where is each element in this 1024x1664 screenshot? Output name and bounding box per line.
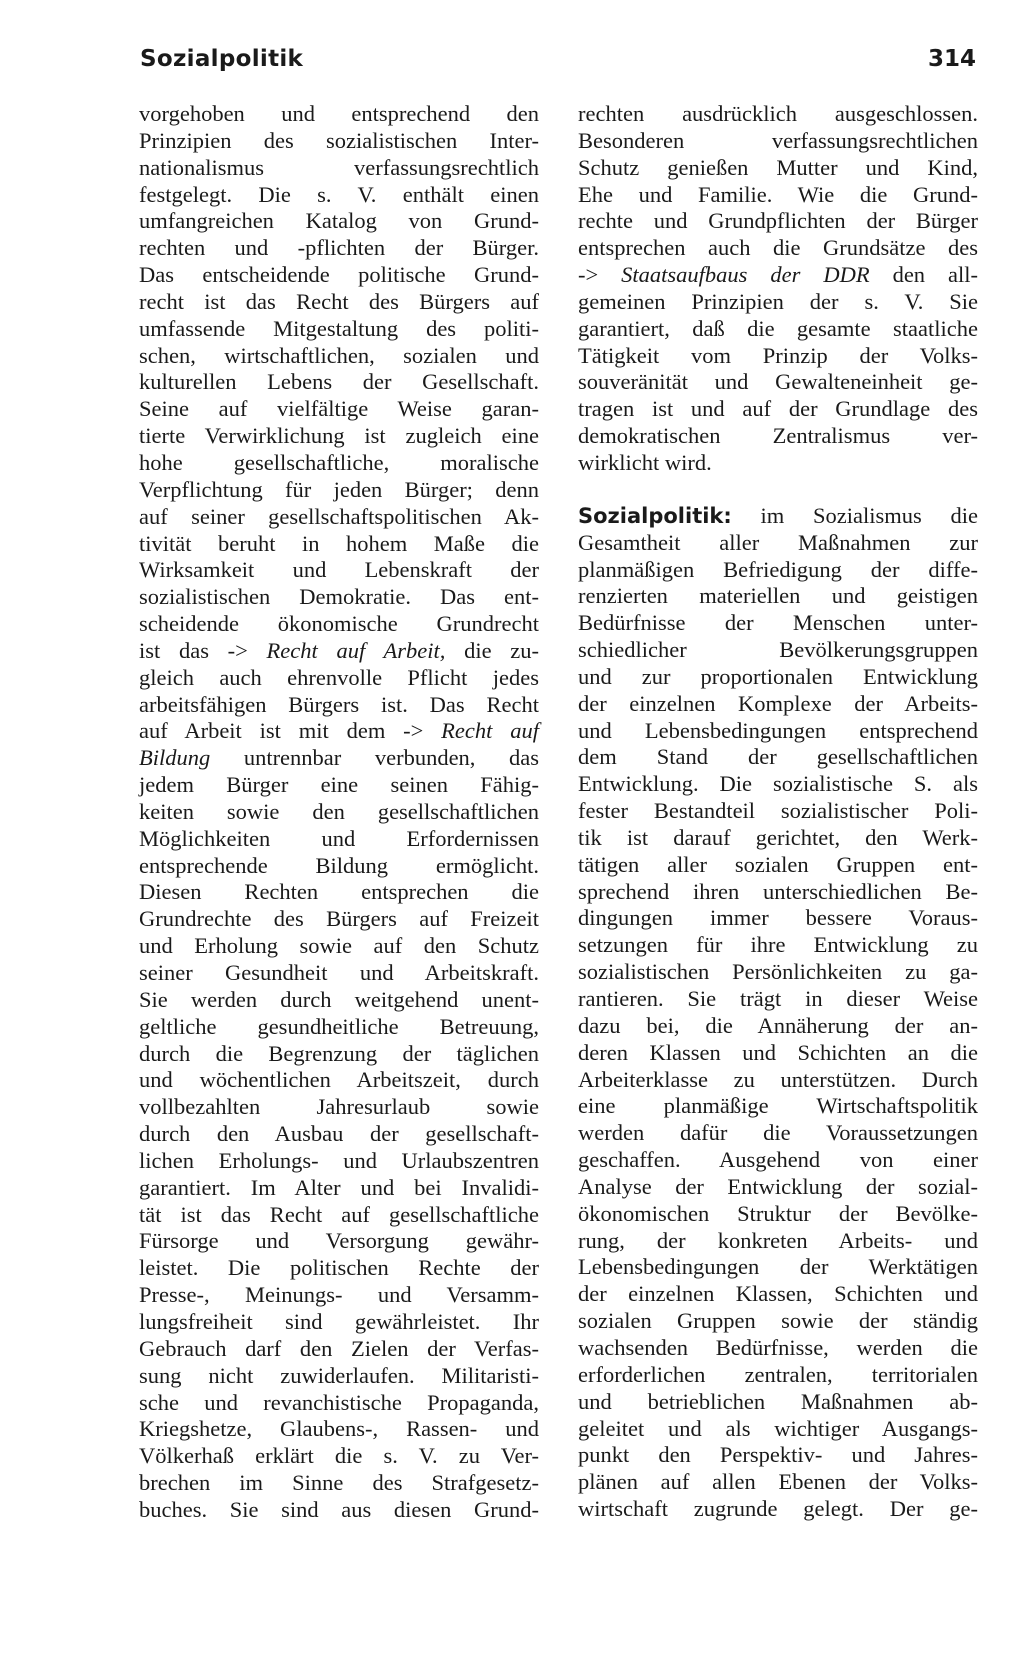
- cross-reference: Recht auf Arbeit,: [247, 637, 446, 663]
- text-line: tierte Verwirklichung ist zugleich eine: [139, 423, 539, 449]
- text-line: Gesamtheit aller Maßnahmen zur: [578, 529, 978, 555]
- text-line: rechten ausdrücklich ausgeschlossen.: [578, 101, 978, 126]
- text-line: sozialistischen Demokratie. Das ent-: [139, 584, 539, 610]
- text-line: Das entscheidende politische Grund-: [139, 262, 539, 288]
- text-line: Tätigkeit vom Prinzip der Volks-: [578, 342, 978, 368]
- text-line: erforderlichen zentralen, territorialen: [578, 1361, 978, 1387]
- text-line: rechten und -pflichten der Bürger.: [139, 235, 539, 261]
- text-line: durch die Begrenzung der täglichen: [139, 1040, 539, 1066]
- text-line: umfangreichen Katalog von Grund-: [139, 208, 539, 234]
- text-line: kulturellen Lebens der Gesellschaft.: [139, 369, 539, 395]
- text-line: [139, 718, 539, 745]
- text-line: demokratischen Zentralismus ver-: [578, 423, 978, 449]
- text-line: Schutz genießen Mutter und Kind,: [578, 154, 978, 180]
- text-line: tät ist das Recht auf gesellschaftliche: [139, 1201, 539, 1227]
- text-line: keiten sowie den gesellschaftlichen: [139, 798, 539, 824]
- text-run: den all-: [869, 262, 978, 288]
- right-column: [578, 101, 978, 1523]
- text-line: Kriegshetze, Glaubens-, Rassen- und: [139, 1416, 539, 1442]
- page-header: [140, 46, 976, 80]
- text-run: ist das: [139, 637, 228, 663]
- left-column: [139, 101, 539, 1524]
- text-line: Presse-, Meinungs- und Versamm-: [139, 1282, 539, 1308]
- text-line: Verpflichtung für jeden Bürger; denn: [139, 476, 539, 502]
- text-line: eine planmäßige Wirtschaftspolitik: [578, 1093, 978, 1119]
- text-line: recht ist das Recht des Bürgers auf: [139, 288, 539, 314]
- text-line: geschaffen. Ausgehend von einer: [578, 1147, 978, 1173]
- text-run: die zu-: [445, 637, 539, 663]
- text-run: im Sozialismus die: [731, 502, 978, 528]
- text-line: plänen auf allen Ebenen der Volks-: [578, 1469, 978, 1495]
- text-line: Sie werden durch weitgehend unent-: [139, 986, 539, 1012]
- text-run: untrennbar verbunden, das: [210, 745, 539, 771]
- text-line: buches. Sie sind aus diesen Grund-: [139, 1496, 539, 1522]
- text-line: sprechend ihren unterschiedlichen Be-: [578, 878, 978, 904]
- text-line: ökonomischen Struktur der Bevölke-: [578, 1200, 978, 1226]
- text-line: punkt den Perspektiv- und Jahres-: [578, 1442, 978, 1468]
- text-line: umfassende Mitgestaltung des politi-: [139, 315, 539, 341]
- text-line: lichen Erholungs- und Urlaubszentren: [139, 1147, 539, 1173]
- text-line: Besonderen verfassungsrechtlichen: [578, 127, 978, 153]
- text-line: schiedlicher Bevölkerungsgruppen: [578, 637, 978, 663]
- text-line: entsprechen auch die Grundsätze des: [578, 235, 978, 261]
- text-line: nationalismus verfassungsrechtlich: [139, 154, 539, 180]
- text-line: der einzelnen Klassen, Schichten und: [578, 1281, 978, 1307]
- text-line: durch den Ausbau der gesellschaft-: [139, 1121, 539, 1147]
- cross-reference: Staatsaufbaus der DDR: [598, 262, 870, 288]
- text-line: [139, 745, 539, 772]
- text-line: wirtschaft zugrunde gelegt. Der ge-: [578, 1496, 978, 1522]
- text-line: Ehe und Familie. Wie die Grund-: [578, 181, 978, 207]
- text-line: setzungen für ihre Entwicklung zu: [578, 932, 978, 958]
- text-line: sozialistischen Persönlichkeiten zu ga-: [578, 959, 978, 985]
- text-line: und betrieblichen Maßnahmen ab-: [578, 1388, 978, 1414]
- text-line: garantiert. Im Alter und bei Invalidi-: [139, 1174, 539, 1200]
- text-line: Möglichkeiten und Erfordernissen: [139, 825, 539, 851]
- text-line: fester Bestandteil sozialistischer Poli-: [578, 798, 978, 824]
- text-line: gemeinen Prinzipien der s. V. Sie: [578, 288, 978, 314]
- text-line: Gebrauch darf den Zielen der Verfas-: [139, 1335, 539, 1361]
- text-line: brechen im Sinne des Strafgesetz-: [139, 1470, 539, 1496]
- text-line: Lebensbedingungen der Werktätigen: [578, 1254, 978, 1280]
- text-line: souveränität und Gewalteneinheit ge-: [578, 369, 978, 395]
- text-line: Entwicklung. Die sozialistische S. als: [578, 771, 978, 797]
- text-line: Bedürfnisse der Menschen unter-: [578, 610, 978, 636]
- text-line: wachsenden Bedürfnisse, werden die: [578, 1334, 978, 1360]
- text-line: werden dafür die Voraussetzungen: [578, 1120, 978, 1146]
- text-line: Analyse der Entwicklung der sozial-: [578, 1173, 978, 1199]
- text-line: vorgehoben und entsprechend den: [139, 101, 539, 126]
- text-line: renzierten materiellen und geistigen: [578, 583, 978, 609]
- text-line: [578, 262, 978, 289]
- text-line: jedem Bürger eine seinen Fähig-: [139, 772, 539, 798]
- text-line: scheidende ökonomische Grundrecht: [139, 611, 539, 637]
- text-line: dem Stand der gesellschaftlichen: [578, 744, 978, 770]
- cross-reference: Recht auf: [423, 718, 539, 744]
- text-line: rantieren. Sie trägt in dieser Weise: [578, 986, 978, 1011]
- text-line: Prinzipien des sozialistischen Inter-: [139, 127, 539, 153]
- text-line: Diesen Rechten entsprechen die: [139, 879, 539, 905]
- text-line: Seine auf vielfältige Weise garan-: [139, 396, 539, 422]
- text-line: tätigen aller sozialen Gruppen ent-: [578, 851, 978, 877]
- text-line: auf seiner gesellschaftspolitischen Ak-: [139, 503, 539, 529]
- text-line: wirklicht wird.: [578, 449, 712, 475]
- text-line: Wirksamkeit und Lebenskraft der: [139, 557, 539, 583]
- text-line: sche und revanchistische Propaganda,: [139, 1389, 539, 1415]
- text-line: festgelegt. Die s. V. enthält einen: [139, 181, 539, 207]
- text-line: arbeitsfähigen Bürgers ist. Das Recht: [139, 691, 539, 717]
- text-line: Arbeiterklasse zu unterstützen. Durch: [578, 1066, 978, 1092]
- text-line: rung, der konkreten Arbeits- und: [578, 1227, 978, 1253]
- text-line: tivität beruht in hohem Maße die: [139, 530, 539, 556]
- text-line: sozialen Gruppen sowie der ständig: [578, 1308, 978, 1334]
- text-line: und Erholung sowie auf den Schutz: [139, 933, 539, 959]
- cross-reference-arrow-icon: ->: [578, 262, 599, 288]
- text-line: geltliche gesundheitliche Betreuung,: [139, 1013, 539, 1039]
- text-line: und wöchentlichen Arbeitszeit, durch: [139, 1067, 539, 1093]
- text-line: der einzelnen Komplexe der Arbeits-: [578, 690, 978, 716]
- text-line: seiner Gesundheit und Arbeitskraft.: [139, 960, 539, 985]
- text-line: deren Klassen und Schichten an die: [578, 1039, 978, 1065]
- paragraph-gap: [578, 477, 978, 503]
- text-line: [139, 638, 539, 665]
- text-line: garantiert, daß die gesamte staatliche: [578, 315, 978, 341]
- text-line: gleich auch ehrenvolle Pflicht jedes: [139, 664, 539, 690]
- text-line: planmäßigen Befriedigung der diffe-: [578, 556, 978, 582]
- text-line: Fürsorge und Versorgung gewähr-: [139, 1228, 539, 1254]
- text-run: auf Arbeit ist mit dem: [139, 718, 404, 744]
- text-line: [578, 503, 978, 530]
- text-line: tragen ist und auf der Grundlage des: [578, 396, 978, 422]
- entry-headword: Sozialpolitik:: [578, 503, 732, 528]
- cross-reference-arrow-icon: ->: [227, 637, 248, 663]
- text-line: schen, wirtschaftlichen, sozialen und: [139, 342, 539, 368]
- text-line: Grundrechte des Bürgers auf Freizeit: [139, 906, 539, 932]
- text-line: leistet. Die politischen Rechte der: [139, 1255, 539, 1281]
- text-line: tik ist darauf gerichtet, den Werk-: [578, 824, 978, 850]
- text-line: geleitet und als wichtiger Ausgangs-: [578, 1415, 978, 1441]
- running-head: Sozialpolitik: [140, 46, 304, 72]
- text-line: dazu bei, die Annäherung der an-: [578, 1012, 978, 1038]
- text-line: lungsfreiheit sind gewährleistet. Ihr: [139, 1308, 539, 1334]
- text-line: dingungen immer bessere Voraus-: [578, 905, 978, 931]
- text-line: sung nicht zuwiderlaufen. Militaristi-: [139, 1362, 539, 1388]
- text-line: vollbezahlten Jahresurlaub sowie: [139, 1094, 539, 1120]
- text-line: Völkerhaß erklärt die s. V. zu Ver-: [139, 1443, 539, 1469]
- text-line: und Lebensbedingungen entsprechend: [578, 717, 978, 743]
- text-line: rechte und Grundpflichten der Bürger: [578, 208, 978, 234]
- text-line: und zur proportionalen Entwicklung: [578, 663, 978, 689]
- text-line: entsprechende Bildung ermöglicht.: [139, 852, 539, 878]
- cross-reference-arrow-icon: ->: [403, 718, 424, 744]
- text-line: hohe gesellschaftliche, moralische: [139, 449, 539, 475]
- cross-reference: Bildung: [139, 745, 211, 771]
- page-number: 314: [927, 46, 976, 72]
